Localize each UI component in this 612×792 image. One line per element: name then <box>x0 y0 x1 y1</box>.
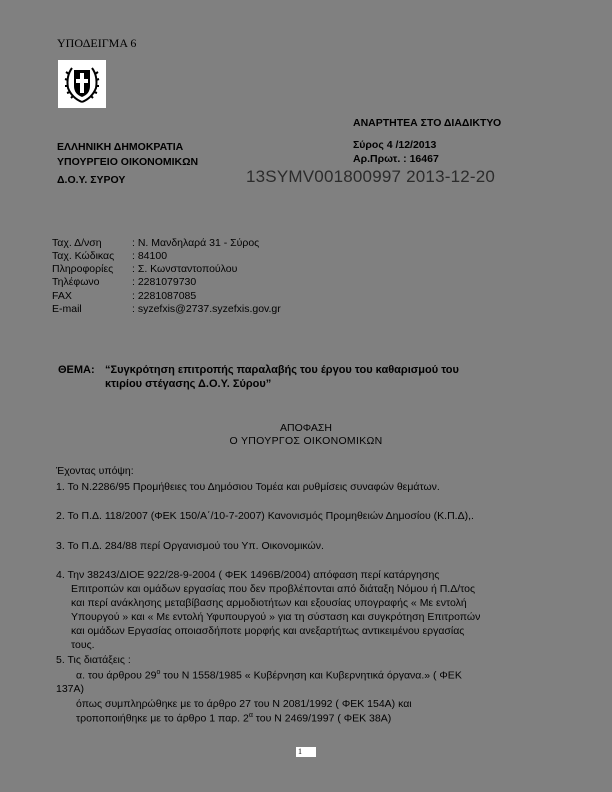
contact-value: : 2281079730 <box>132 276 197 288</box>
contact-row <box>52 237 259 249</box>
consideration-item-4-line: τους. <box>71 639 95 651</box>
contact-row <box>52 290 196 302</box>
contact-row <box>52 250 167 262</box>
contact-row <box>52 263 237 275</box>
issuer-office: Δ.Ο.Υ. ΣΥΡΟΥ <box>57 174 126 186</box>
page-number: 1 <box>296 747 316 757</box>
superscript: ο <box>156 669 161 676</box>
consideration-item-5a-line <box>76 669 462 682</box>
text-run: α. του άρθρου 29 <box>76 669 157 682</box>
document-watermark: 13SYMV001800997 2013-12-20 <box>246 167 496 186</box>
publish-note: ΑΝΑΡΤΗΤΕΑ ΣΤΟ ΔΙΑΔΙΚΤΥΟ <box>353 117 502 129</box>
subject-line-2: κτιρίου στέγασης Δ.Ο.Υ. Σύρου” <box>105 378 272 390</box>
contact-value: : 2281087085 <box>132 290 197 302</box>
text-run: του Ν 1558/1985 « Κυβέρνηση και Κυβερνητικά όργανα.» ( ΦΕΚ <box>160 669 462 682</box>
consideration-item: 2. Το Π.Δ. 118/2007 (ΦΕΚ 150/Α΄/10-7-2007) Κανονισμός Προμηθειών Δημοσίου (Κ.Π.Δ),. <box>56 510 474 522</box>
contact-value: : Σ. Κωνσταντοπούλου <box>132 263 238 275</box>
contact-label: E-mail <box>52 303 82 315</box>
text-run: του Ν 2469/1997 ( ΦΕΚ 38Α) <box>252 712 392 725</box>
subject-label: ΘΕΜΑ: <box>58 364 95 376</box>
protocol-number: Αρ.Πρωτ. : 16467 <box>353 153 439 165</box>
consideration-item-5a-line: 137Α) <box>56 683 85 695</box>
contact-label: Ταχ. Κώδικας <box>52 250 115 262</box>
contact-label: FAX <box>52 290 72 302</box>
contact-value: : 84100 <box>132 250 168 262</box>
decision-authority: Ο ΥΠΟΥΡΓΟΣ ΟΙΚΟΝΟΜΙΚΩΝ <box>229 435 383 447</box>
contact-label: Τηλέφωνο <box>52 276 100 288</box>
consideration-item-5b-line: όπως συμπληρώθηκε με το άρθρο 27 του Ν 2081/1992 ( ΦΕΚ 154Α) και <box>76 698 412 710</box>
contact-value: : Ν. Μανδηλαρά 31 - Σύρος <box>132 237 260 249</box>
issuer-country: ΕΛΛΗΝΙΚΗ ΔΗΜΟΚΡΑΤΙΑ <box>57 141 184 153</box>
consideration-item-5b-line <box>76 712 391 725</box>
contact-label: Πληροφορίες <box>52 263 114 275</box>
decision-title: ΑΠΟΦΑΣΗ <box>280 422 332 434</box>
contact-row <box>52 303 281 315</box>
consideration-item-4-line: Επιτροπών και ομάδων εργασίας που δεν προβλέπονται από διάταξη Νόμου ή Π.Δ/τος <box>71 583 476 595</box>
consideration-item-4-line: και περί ανάκλησης μεταβίβασης αρμοδιοτήτων και εξουσίας υπογραφής « Με εντολή <box>71 597 467 609</box>
consideration-item: 3. Το Π.Δ. 284/88 περί Οργανισμού του Υπ. Οικονομικών. <box>56 540 324 552</box>
consideration-item-5: 5. Τις διατάξεις : <box>56 654 131 666</box>
issuer-ministry: ΥΠΟΥΡΓΕΙΟ ΟΙΚΟΝΟΜΙΚΩΝ <box>57 156 199 168</box>
consideration-item-4-line: 4. Την 38243/ΔΙΟΕ 922/28-9-2004 ( ΦΕΚ 1496Β/2004) απόφαση περί κατάργησης <box>56 569 440 581</box>
consideration-item-4-line: και ομάδων Εργασίας οποιασδήποτε μορφής και ανεξαρτήτως αντικειμένου εργασίας <box>71 625 465 637</box>
template-label: ΥΠΟΔΕΙΓΜΑ 6 <box>57 36 137 50</box>
consideration-item-4-line: Υπουργού » και « Με εντολή Υφυπουργού » για τη σύσταση και συγκρότηση Επιτροπών <box>71 611 481 623</box>
contact-label: Ταχ. Δ/νση <box>52 237 102 249</box>
subject-line-1: “Συγκρότηση επιτροπής παραλαβής του έργου του καθαρισμού του <box>105 364 459 376</box>
greek-coat-of-arms-icon <box>58 60 106 108</box>
considerations-intro: Έχοντας υπόψη: <box>56 465 134 477</box>
text-run: τροποποιήθηκε με το άρθρο 1 παρ. 2 <box>76 712 249 725</box>
contact-row <box>52 276 196 288</box>
place-date: Σύρος 4 /12/2013 <box>353 139 437 151</box>
consideration-item: 1. Το Ν.2286/95 Προμήθειες του Δημόσιου Τομέα και ρυθμίσεις συναφών θεμάτων. <box>56 481 440 493</box>
superscript: α <box>248 712 253 719</box>
contact-value: : syzefxis@2737.syzefxis.gov.gr <box>132 303 281 315</box>
